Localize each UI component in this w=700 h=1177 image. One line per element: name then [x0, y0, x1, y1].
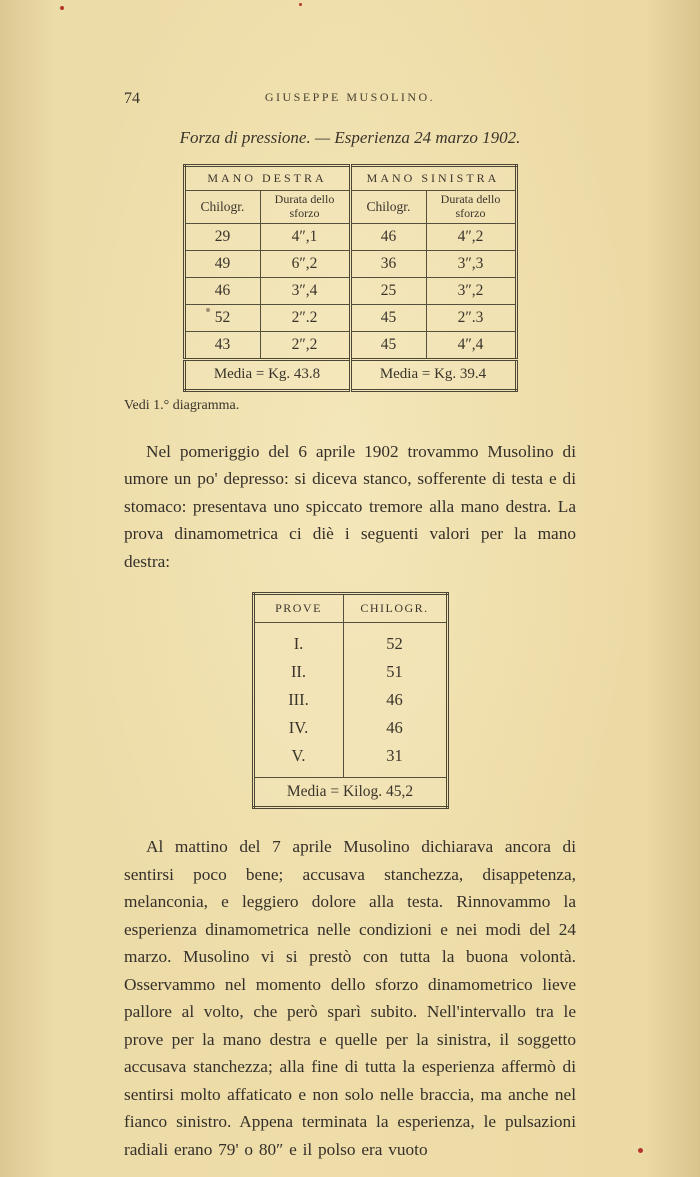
cell: III.: [253, 686, 343, 714]
cell: 43: [184, 331, 260, 359]
cell: 46: [184, 277, 260, 304]
paragraph-7-aprile: Al mattino del 7 aprile Musolino dichiarava ancora di sentirsi poco bene; accusava stanchezza, disappetenza, melanconia, e leggiero dolore alla testa. Rinnovammo la esperienza dinamometrica nelle condizioni e nei modi del 24 marzo. Musolino vi si prestò con tutta la buona volontà. Osservammo nel momento dello sforzo dinamometrico lieve pallore al volto, che però sparì subito. Nell'intervallo tra le prove per la mano destra e quelle per la sinistra, il soggetto accusava stanchezza; alla fine di tutta la esperienza affermò di sentirsi molto affaticato e non solo nelle braccia, ma anche nel fianco sinistro. Appena terminata la esperienza, le pulsazioni radiali erano 79' o 80″ e il polso era vuoto: [124, 837, 576, 1159]
col-header-prove: PROVE: [253, 594, 343, 623]
cell: II.: [253, 658, 343, 686]
pressure-table-body: [184, 223, 516, 359]
col-header-durata-sinistra: Durata dello sforzo: [426, 191, 516, 224]
cell: I.: [253, 623, 343, 659]
cell: 46: [343, 686, 447, 714]
cell: 25: [350, 277, 426, 304]
col-header-chilogr-sinistra: Chilogr.: [350, 191, 426, 224]
table-row: [184, 250, 516, 277]
prove-table-head: [253, 594, 447, 623]
table-row: [184, 359, 516, 390]
cell: 45: [350, 304, 426, 331]
cell: 52: [184, 304, 260, 331]
cell: 49: [184, 250, 260, 277]
media-prove: Media = Kilog. 45,2: [253, 778, 447, 808]
cell: 46: [350, 223, 426, 250]
cell: V.: [253, 742, 343, 778]
cell: 2″,2: [260, 331, 350, 359]
cell: 3″,3: [426, 250, 516, 277]
cell: 4″,4: [426, 331, 516, 359]
cell: 3″,4: [260, 277, 350, 304]
running-header: GIUSEPPE MUSOLINO.: [264, 90, 436, 104]
table-row: [253, 778, 447, 808]
table-row: [184, 223, 516, 250]
cell: 31: [343, 742, 447, 778]
table-row: [184, 331, 516, 359]
page-content: [124, 0, 576, 1177]
scan-artifact-dot: [60, 6, 64, 10]
paragraph-6-aprile: Nel pomeriggio del 6 aprile 1902 trovammo Musolino di umore un po' depresso: si diceva stanco, sofferente di testa e di stomaco: presentava uno spiccato tremore alla mano destra. La prova dinamometrica ci diè i seguenti valori per la mano destra:: [124, 441, 576, 571]
pressure-table-foot: [184, 359, 516, 390]
table-row: [253, 623, 447, 659]
cell: 29: [184, 223, 260, 250]
cell: 36: [350, 250, 426, 277]
table-row: [184, 277, 516, 304]
cell: IV.: [253, 714, 343, 742]
table-row: [253, 714, 447, 742]
prove-table-body: [253, 623, 447, 778]
cell: 2″.3: [426, 304, 516, 331]
page-header: [124, 90, 576, 110]
cell: 51: [343, 658, 447, 686]
media-destra: Media = Kg. 43.8: [184, 359, 350, 390]
group-header-mano-sinistra: MANO SINISTRA: [350, 166, 516, 191]
cell: 2″.2: [260, 304, 350, 331]
cell: 46: [343, 714, 447, 742]
table-row: [184, 304, 516, 331]
prove-table-foot: [253, 778, 447, 808]
col-header-chilogr-destra: Chilogr.: [184, 191, 260, 224]
diagram-note: Vedi 1.° diagramma.: [124, 397, 240, 413]
prove-table: [252, 592, 449, 809]
cell: 52: [343, 623, 447, 659]
col-header-durata-destra: Durata dello sforzo: [260, 191, 350, 224]
pressure-table: [183, 164, 518, 392]
cell: 45: [350, 331, 426, 359]
pressure-table-head: [184, 166, 516, 224]
scan-artifact-dot: [638, 1148, 643, 1153]
table-row: [253, 658, 447, 686]
page-number: 74: [124, 90, 140, 107]
col-header-chilogr: CHILOGR.: [343, 594, 447, 623]
cell: 4″,1: [260, 223, 350, 250]
table-row: [253, 686, 447, 714]
media-sinistra: Media = Kg. 39.4: [350, 359, 516, 390]
table-row: [253, 742, 447, 778]
cell: 6″,2: [260, 250, 350, 277]
group-header-mano-destra: MANO DESTRA: [184, 166, 350, 191]
cell: 4″,2: [426, 223, 516, 250]
experiment-caption: Forza di pressione. — Esperienza 24 marzo 1902.: [179, 128, 521, 147]
cell: 3″,2: [426, 277, 516, 304]
